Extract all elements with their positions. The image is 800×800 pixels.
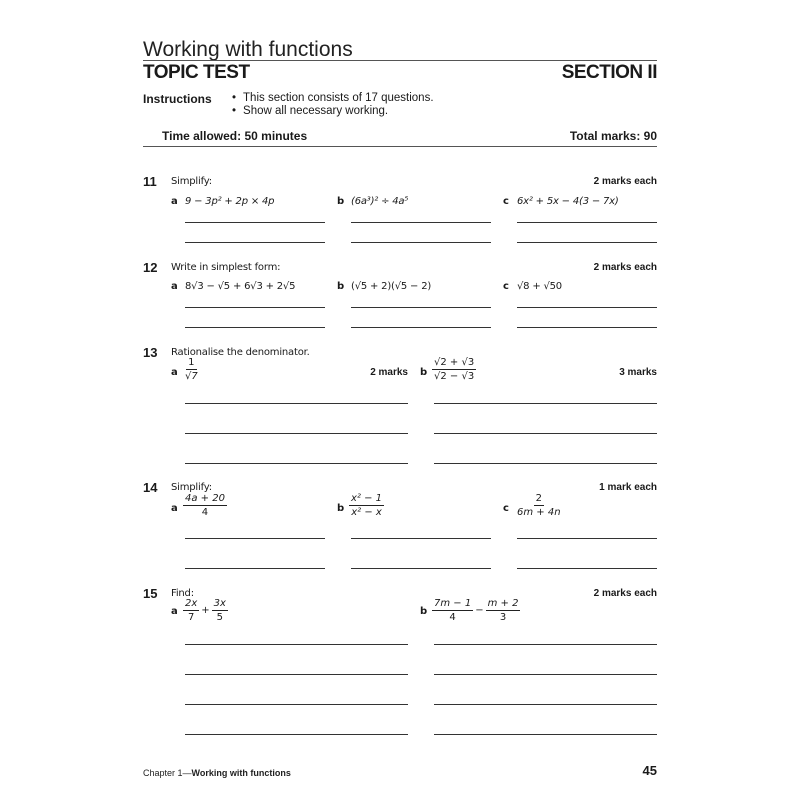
numerator: 7m − 1 (434, 598, 472, 609)
answer-line[interactable] (351, 242, 491, 243)
answer-line[interactable] (434, 674, 657, 675)
header-rule (143, 60, 657, 61)
answer-line[interactable] (517, 222, 657, 223)
answer-line[interactable] (351, 327, 491, 328)
part-label: b (337, 503, 345, 514)
part-expression: 6x² + 5x − 4(3 − 7x) (517, 196, 619, 207)
denominator: √7 (185, 371, 198, 382)
question-prompt: Simplify: (171, 176, 212, 187)
answer-line[interactable] (434, 734, 657, 735)
part-expression: 8√3 − √5 + 6√3 + 2√5 (185, 281, 296, 292)
footer-chapter (143, 768, 291, 778)
question-marks: 1 mark each (599, 482, 657, 493)
part-label: c (503, 281, 509, 292)
answer-line[interactable] (185, 674, 408, 675)
part-label: a (171, 281, 178, 292)
answer-line[interactable] (517, 307, 657, 308)
header-divider (143, 146, 657, 147)
part-fraction (183, 493, 227, 518)
question-marks: 2 marks each (593, 588, 657, 599)
total-marks: Total marks: 90 (569, 129, 657, 143)
operator: + (201, 605, 210, 616)
answer-line[interactable] (185, 538, 325, 539)
footer-chapter-number: Chapter 1— (143, 768, 192, 778)
topic-test-title: TOPIC TEST (143, 62, 250, 83)
part-fraction (515, 493, 563, 518)
part-label: b (337, 281, 345, 292)
question-marks: 2 marks each (593, 176, 657, 187)
answer-line[interactable] (351, 222, 491, 223)
answer-line[interactable] (185, 704, 408, 705)
page-subtitle: Working with functions (143, 38, 353, 61)
numerator: x² − 1 (351, 493, 383, 504)
answer-line[interactable] (185, 734, 408, 735)
part-expression: (√5 + 2)(√5 − 2) (351, 281, 432, 292)
operator: − (475, 605, 484, 616)
numerator: 1 (188, 357, 195, 368)
denominator: 7 (187, 612, 195, 623)
part-expression: √8 + √50 (517, 281, 562, 292)
denominator: √2 − √3 (434, 371, 475, 382)
answer-line[interactable] (434, 433, 657, 434)
fraction (349, 493, 384, 518)
answer-line[interactable] (185, 403, 408, 404)
fraction (432, 598, 473, 623)
time-allowed: Time allowed: 50 minutes (162, 129, 308, 143)
answer-line[interactable] (434, 644, 657, 645)
part-expression (183, 598, 228, 623)
fraction (183, 493, 227, 518)
answer-line[interactable] (434, 403, 657, 404)
instructions-label: Instructions (143, 92, 212, 106)
answer-line[interactable] (185, 327, 325, 328)
question-number: 14 (143, 480, 158, 495)
part-label: b (337, 196, 345, 207)
answer-line[interactable] (517, 538, 657, 539)
answer-line[interactable] (434, 704, 657, 705)
fraction (183, 598, 199, 623)
footer-chapter-title: Working with functions (191, 768, 291, 778)
denominator: 3 (499, 612, 507, 623)
part-label: a (171, 503, 178, 514)
part-label: b (420, 367, 428, 378)
answer-line[interactable] (185, 242, 325, 243)
denominator: 4 (201, 507, 209, 518)
page-number: 45 (642, 763, 657, 778)
part-expression (432, 598, 520, 623)
instructions-list (232, 92, 434, 118)
numerator: 2 (535, 493, 542, 504)
numerator: m + 2 (487, 598, 519, 609)
denominator: 6m + 4n (517, 507, 561, 518)
part-label: a (171, 367, 178, 378)
instruction-item: • This section consists of 17 questions. (232, 92, 434, 105)
question-marks: 2 marks each (593, 262, 657, 273)
question-number: 12 (143, 260, 158, 275)
answer-line[interactable] (517, 327, 657, 328)
answer-line[interactable] (185, 307, 325, 308)
section-title: SECTION II (561, 62, 657, 83)
part-fraction (349, 493, 384, 518)
question-number: 11 (143, 174, 157, 189)
fraction (515, 493, 563, 518)
fraction (212, 598, 228, 623)
part-expression: 9 − 3p² + 2p × 4p (185, 196, 275, 207)
answer-line[interactable] (517, 568, 657, 569)
answer-line[interactable] (185, 222, 325, 223)
answer-line[interactable] (185, 463, 408, 464)
question-number: 15 (143, 586, 158, 601)
answer-line[interactable] (351, 538, 491, 539)
answer-line[interactable] (185, 568, 325, 569)
numerator: 4a + 20 (185, 493, 225, 504)
instruction-item: • Show all necessary working. (232, 105, 434, 118)
part-marks: 3 marks (619, 367, 657, 378)
denominator: 5 (216, 612, 223, 623)
question-prompt: Find: (171, 588, 194, 599)
part-label: a (171, 196, 178, 207)
part-fraction (183, 357, 200, 382)
answer-line[interactable] (185, 433, 408, 434)
part-expression: (6a³)² ÷ 4a⁵ (351, 196, 409, 207)
part-label: c (503, 196, 509, 207)
question-prompt: Rationalise the denominator. (171, 347, 310, 358)
answer-line[interactable] (351, 307, 491, 308)
fraction (432, 357, 476, 382)
numerator: 3x (213, 598, 226, 609)
part-label: c (503, 503, 509, 514)
part-marks: 2 marks (370, 367, 408, 378)
fraction (486, 598, 521, 623)
numerator: √2 + √3 (434, 357, 475, 368)
part-fraction (432, 357, 476, 382)
part-label: b (420, 606, 428, 617)
denominator: 4 (449, 612, 456, 623)
answer-line[interactable] (351, 568, 491, 569)
numerator: 2x (185, 598, 198, 609)
question-prompt: Simplify: (171, 482, 212, 493)
answer-line[interactable] (434, 463, 657, 464)
answer-line[interactable] (185, 644, 408, 645)
denominator: x² − x (351, 507, 382, 518)
question-number: 13 (143, 345, 158, 360)
answer-line[interactable] (517, 242, 657, 243)
question-prompt: Write in simplest form: (171, 262, 281, 273)
fraction (183, 357, 200, 382)
part-label: a (171, 606, 178, 617)
